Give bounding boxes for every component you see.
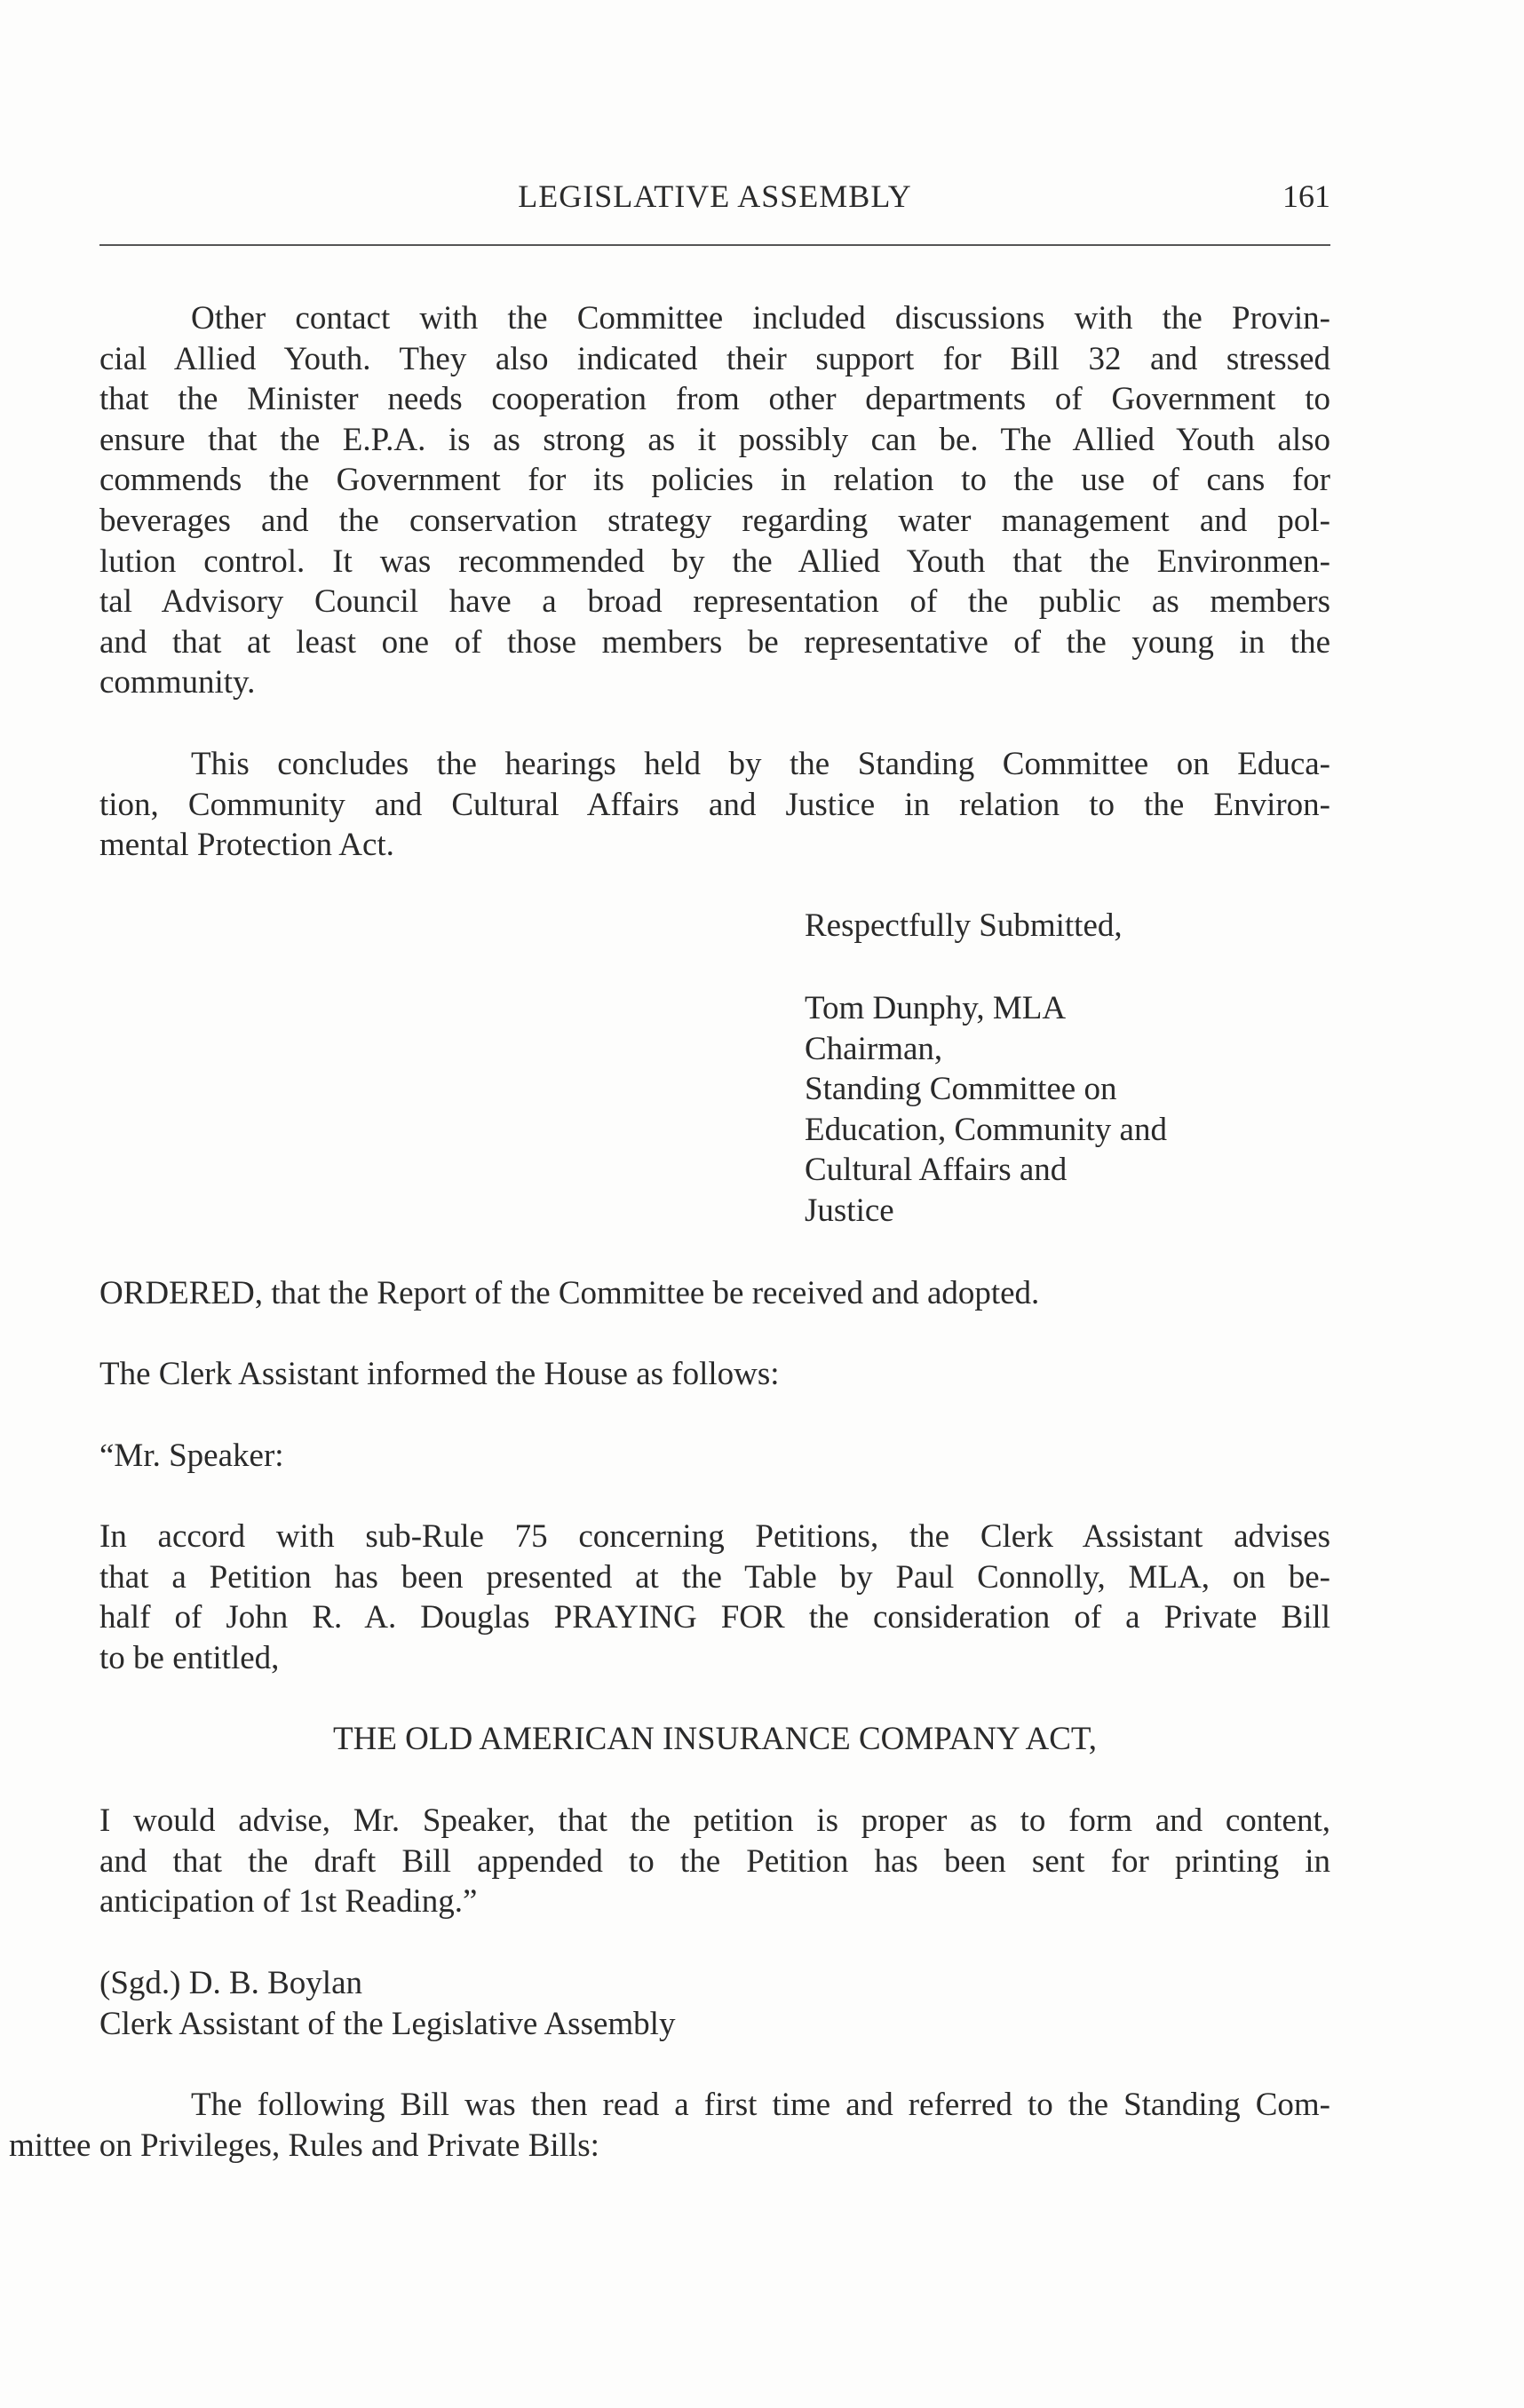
signature-line: Justice	[805, 1192, 894, 1229]
text-line: to be entitled,	[99, 1639, 280, 1676]
text-line: The following Bill was then read a first time and referred to the Standing Com-	[191, 2087, 1330, 2123]
text-line: that the Minister needs cooperation from other departments of Government to	[99, 381, 1330, 418]
paragraph-conclusion	[99, 744, 1330, 866]
act-title: THE OLD AMERICAN INSURANCE COMPANY ACT,	[333, 1721, 1097, 1757]
page-number: 161	[1282, 178, 1330, 214]
signature-block	[805, 988, 1167, 1232]
signature-line: Chairman,	[805, 1030, 943, 1067]
text-line: commends the Government for its policies in relation to the use of cans for	[99, 462, 1330, 499]
text-line: anticipation of 1st Reading.”	[99, 1883, 478, 1921]
signature-line: Cultural Affairs and	[805, 1152, 1068, 1189]
text-line: beverages and the conservation strategy regarding water management and pol-	[99, 502, 1330, 539]
running-header	[99, 169, 1330, 222]
text-line: In accord with sub-Rule 75 concerning Petitions, the Clerk Assistant advises	[99, 1518, 1330, 1555]
signed-title: Clerk Assistant of the Legislative Assembly	[99, 2006, 676, 2042]
ordered-line: ORDERED, that the Report of the Committee be received and adopted.	[99, 1275, 1040, 1311]
text-line: tal Advisory Council have a broad representation of the public as members	[99, 583, 1330, 621]
paragraph-allied-youth	[99, 298, 1330, 703]
signature-line: Tom Dunphy, MLA	[805, 990, 1067, 1026]
text-line: I would advise, Mr. Speaker, that the petition is proper as to form and content,	[99, 1802, 1330, 1839]
text-line: and that the draft Bill appended to the Petition has been sent for printing in	[99, 1842, 1330, 1880]
salutation: “Mr. Speaker:	[99, 1438, 284, 1474]
paragraph-petition	[99, 1517, 1330, 1678]
header-title: LEGISLATIVE ASSEMBLY	[518, 178, 912, 214]
text-line: and that at least one of those members be representative of the young in the	[99, 623, 1330, 661]
text-line: ensure that the E.P.A. is as strong as it possibly can be. The Allied Youth also	[99, 421, 1330, 458]
signature-closing: Respectfully Submitted,	[805, 907, 1123, 944]
header-rule	[99, 244, 1330, 246]
text-line: cial Allied Youth. They also indicated their support for Bill 32 and stressed	[99, 340, 1330, 377]
text-line: that a Petition has been presented at the Table by Paul Connolly, MLA, on be-	[99, 1558, 1330, 1596]
signature-line: Education, Community and	[805, 1111, 1167, 1148]
text-line: This concludes the hearings held by the Standing Committee on Educa-	[191, 746, 1330, 782]
text-line: tion, Community and Cultural Affairs and Justice in relation to the Environ-	[99, 786, 1330, 823]
text-line: Other contact with the Committee included discussions with the Provin-	[191, 300, 1330, 337]
signed-name: (Sgd.) D. B. Boylan	[99, 1965, 362, 2001]
paragraph-first-reading	[99, 2085, 1330, 2126]
text-line: community.	[99, 664, 256, 701]
text-line: half of John R. A. Douglas PRAYING FOR the consideration of a Private Bill	[99, 1599, 1330, 1636]
text-line: lution control. It was recommended by the Allied Youth that the Environmen-	[99, 543, 1330, 580]
text-line: mittee on Privileges, Rules and Private Bills:	[9, 2127, 599, 2164]
clerk-intro: The Clerk Assistant informed the House as follows:	[99, 1356, 780, 1392]
text-line: mental Protection Act.	[99, 827, 394, 864]
paragraph-advise	[99, 1801, 1330, 1922]
signature-line: Standing Committee on	[805, 1071, 1117, 1108]
